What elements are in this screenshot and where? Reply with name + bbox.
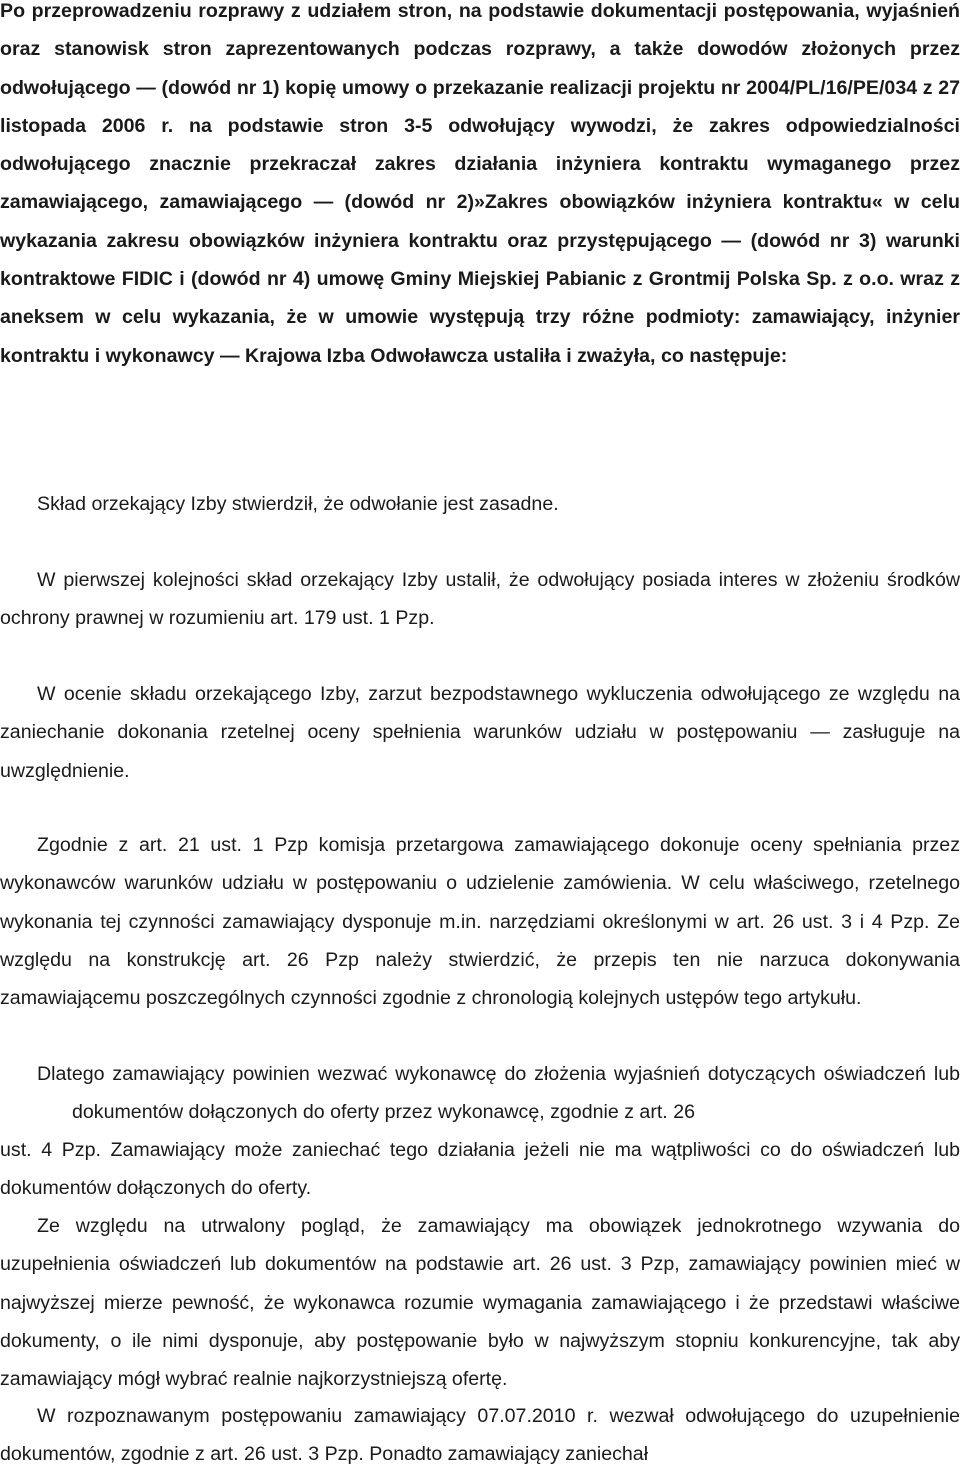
paragraph-therefore-cont: ust. 4 Pzp. Zamawiający może zaniechać tego działania jeżeli nie ma wątpliwości co do oświadczeń lub dokumentów dołączonych do oferty. xyxy=(0,1139,960,1200)
paragraph-therefore: Dlatego zamawiający powinien wezwać wykonawcę do złożenia wyjaśnień dotyczących oświadczeń lub dokumentów dołączonych do oferty przez wykonawcę, zgodnie z art. 26 xyxy=(37,1063,960,1124)
paragraph-proceedings: Po przeprowadzeniu rozprawy z udziałem stron, na podstawie dokumentacji postępowania, wyjaśnień oraz stanowisk stron zaprezentowanych podczas rozprawy, a także dowodów złożonych przez odwołującego — (dowód nr 1) kopię umowy o przekazanie realizacji projektu nr 2004/PL/16/PE/034 z 27 listopada 2006 r. na podstawie stron 3-5 odwołujący wywodzi, że zakres odpowiedzialności odwołującego znacznie przekraczał zakres działania inżyniera kontraktu wymaganego przez zamawiającego, zamawiającego — (dowód nr 2)»Zakres obowiązków inżyniera kontraktu« w celu wykazania zakresu obowiązków inżyniera kontraktu oraz przystępującego — (dowód nr 3) warunki kontraktowe FIDIC i (dowód nr 4) umowę Gminy Miejskiej Pabianic z Grontmij Polska Sp. z o.o. wraz z aneksem w celu wykazania, że w umowie występują trzy różne podmioty: zamawiający, inżynier kontraktu i wykonawcy — Krajowa Izba Odwoławcza ustaliła i zważyła, co następuje: xyxy=(0,0,960,367)
paragraph-interest: W pierwszej kolejności skład orzekający Izby ustalił, że odwołujący posiada interes w złożeniu środków ochrony prawnej w rozumieniu art. 179 ust. 1 Pzp. xyxy=(0,569,960,630)
paragraph-established-view: Ze względu na utrwalony pogląd, że zamawiający ma obowiązek jednokrotnego wzywania do uzupełnienia oświadczeń lub dokumentów na podstawie art. 26 ust. 3 Pzp, zamawiający powinien mieć w najwyższej mierze pewność, że wykonawca rozumie wymagania zamawiającego i że przedstawi właściwe dokumenty, o ile nimi dysponuje, aby postępowanie było w najwyższym stopniu konkurencyjne, tak aby zamawiający mógł wybrać realnie najkorzystniejszą ofertę. xyxy=(0,1215,960,1391)
paragraph-assessment: W ocenie składu orzekającego Izby, zarzut bezpodstawnego wykluczenia odwołującego ze względu na zaniechanie dokonania rzetelnej oceny spełnienia warunków udziału w postępowaniu — zasługuje na uwzględnienie. xyxy=(0,683,960,782)
paragraph-examined-proceedings: W rozpoznawanym postępowaniu zamawiający 07.07.2010 r. wezwał odwołującego do uzupełnienie dokumentów, zgodnie z art. 26 ust. 3 Pzp. Ponadto zamawiający zaniechał xyxy=(0,1405,960,1466)
paragraph-art21: Zgodnie z art. 21 ust. 1 Pzp komisja przetargowa zamawiającego dokonuje oceny spełniania przez wykonawców warunków udziału w postępowaniu o udzielenie zamówienia. W celu właściwego, rzetelnego wykonania tej czynności zamawiający dysponuje m.in. narzędziami określonymi w art. 26 ust. 3 i 4 Pzp. Ze względu na konstrukcję art. 26 Pzp należy stwierdzić, że przepis ten nie narzuca dokonywania zamawiającemu poszczególnych czynności zgodnie z chronologią kolejnych ustępów tego artykułu. xyxy=(0,834,960,1010)
paragraph-verdict: Skład orzekający Izby stwierdził, że odwołanie jest zasadne. xyxy=(37,493,559,515)
